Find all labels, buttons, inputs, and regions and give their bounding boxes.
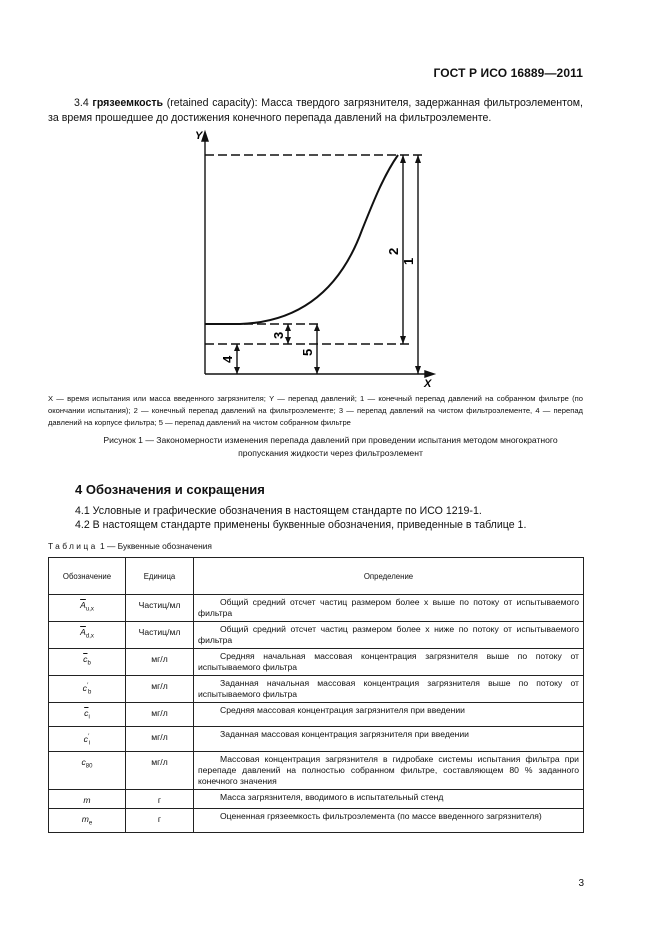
table-caption-text: 1 — Буквенные обозначения (99, 541, 212, 551)
table-caption-prefix: Таблица (48, 541, 98, 551)
prime-mark: ′ (86, 683, 89, 689)
page-number: 3 (578, 878, 584, 889)
symbol-letter: m (81, 814, 89, 825)
prime-mark: ′ (87, 733, 90, 740)
x-axis-arrow (425, 371, 434, 377)
table-row (49, 595, 584, 622)
symbol-letter: $\overline{A}$ (80, 600, 86, 610)
definition-cell: Массовая концентрация загрязнителя в гидробаке системы испытания фильтра при перепаде давлений на полностью собранном фильтре, составляющем 80 % заданного конечного значения (194, 752, 584, 790)
definition-cell: Оцененная грязеемкость фильтроэлемента (по массе введенного загрязнителя) (194, 809, 584, 833)
table-row (49, 809, 584, 833)
unit-cell: мг/л (126, 649, 194, 676)
symbol-subscript: u,x (85, 606, 94, 613)
symbol-cell (49, 595, 126, 622)
symbol-letter: $\overline{c}$ (83, 654, 88, 664)
table-row (49, 726, 584, 752)
unit-cell: мг/л (126, 726, 194, 752)
y-axis-arrow (202, 132, 208, 141)
pressure-drop-figure (0, 0, 661, 400)
definition-cell: Заданная начальная массовая концентрация загрязнителя выше по потоку от испытываемого фильтра (194, 676, 584, 703)
symbol-letter: $\overline{c}$ (84, 708, 89, 718)
unit-cell: мг/л (126, 752, 194, 790)
symbol-subscript: i (88, 714, 90, 721)
symbol-subscript: i (89, 740, 91, 747)
table-header-row (49, 558, 584, 595)
symbol-cell (49, 649, 126, 676)
symbol-cell (49, 790, 126, 809)
figure-caption-line-2: пропускания жидкости через фильтроэлемент (238, 448, 423, 458)
x-axis-label: X (424, 378, 432, 390)
term-name: грязеемкость (92, 97, 164, 109)
symbol-letter: c (82, 682, 87, 693)
term-text: (retained capacity): Масса твердого загрязнителя, задержанная фильтроэлементом, за время прошедшее до достижения конечного перепада давлений на фильтроэлементе. (48, 97, 583, 124)
symbol-subscript: d,x (85, 633, 94, 640)
table-row (49, 790, 584, 809)
col-header-definition: Определение (194, 558, 584, 595)
definition-cell: Общий средний отсчет частиц размером более x выше по потоку от испытываемого фильтра (194, 595, 584, 622)
unit-cell: г (126, 809, 194, 833)
unit-cell: г (126, 790, 194, 809)
unit-cell: мг/л (126, 676, 194, 703)
table-row (49, 676, 584, 703)
dim-4-label: 4 (220, 355, 235, 363)
dim-2-label: 2 (386, 247, 401, 255)
definition-cell: Масса загрязнителя, вводимого в испытательный стенд (194, 790, 584, 809)
symbol-letter: c (81, 757, 86, 768)
table-row (49, 622, 584, 649)
col-header-unit: Единица (126, 558, 194, 595)
table-row (49, 649, 584, 676)
symbol-cell (49, 703, 126, 727)
symbol-subscript: b (87, 660, 91, 667)
term-number: 3.4 (74, 97, 89, 109)
table-row (49, 752, 584, 790)
y-axis-label: Y (195, 130, 203, 142)
symbols-table (48, 557, 584, 833)
symbol-cell (49, 752, 126, 790)
document-header: ГОСТ Р ИСО 16889—2011 (433, 66, 583, 80)
pressure-drop-curve (205, 155, 398, 324)
figure-caption (48, 434, 613, 460)
symbol-cell (49, 726, 126, 752)
col-header-symbol: Обозначение (49, 558, 126, 595)
unit-cell: мг/л (126, 703, 194, 727)
dim-5-label: 5 (300, 348, 315, 356)
figure-legend: X — время испытания или масса введенного загрязнителя; Y — перепад давлений; 1 — конечный перепад давлений на собранном фильтре (по окончании испытания); 2 — конечный перепад давлений на фильтроэлементе; 3 — перепад давлений на чистом фильтроэлементе, 4 — перепад давлений на корпусе фильтра; 5 — перепад давлений на чистом собранном фильтре (48, 394, 583, 427)
definition-cell: Средняя массовая концентрация загрязнителя при введении (194, 703, 584, 727)
table-row (49, 703, 584, 727)
unit-cell: Частиц/мл (126, 595, 194, 622)
symbol-letter: $\overline{A}$ (80, 627, 86, 637)
paragraph-4-2: 4.2 В настоящем стандарте применены буквенные обозначения, приведенные в таблице 1. (75, 519, 527, 531)
definition-cell: Общий средний отсчет частиц размером более x ниже по потоку от испытываемого фильтра (194, 622, 584, 649)
symbol-subscript: b (88, 689, 92, 696)
symbol-subscript: e (88, 821, 93, 828)
symbol-cell (49, 676, 126, 703)
dim-1-label: 1 (401, 257, 416, 265)
paragraph-4-1: 4.1 Условные и графические обозначения в настоящем стандарте по ИСО 1219-1. (75, 505, 482, 517)
symbol-cell (49, 622, 126, 649)
table-caption (48, 541, 212, 551)
symbol-letter: c (83, 733, 88, 744)
unit-cell: Частиц/мл (126, 622, 194, 649)
dim-3-label: 3 (271, 331, 286, 339)
figure-caption-line-1: Рисунок 1 — Закономерности изменения перепада давлений при проведении испытания методом многократного (103, 435, 558, 445)
definition-cell: Средняя начальная массовая концентрация загрязнителя выше по потоку от испытываемого фильтра (194, 649, 584, 676)
section-title: 4 Обозначения и сокращения (75, 482, 265, 497)
symbol-subscript: 80 (85, 764, 93, 771)
symbol-letter: m (83, 795, 91, 806)
definition-cell: Заданная массовая концентрация загрязнителя при введении (194, 726, 584, 752)
symbol-cell (49, 809, 126, 833)
